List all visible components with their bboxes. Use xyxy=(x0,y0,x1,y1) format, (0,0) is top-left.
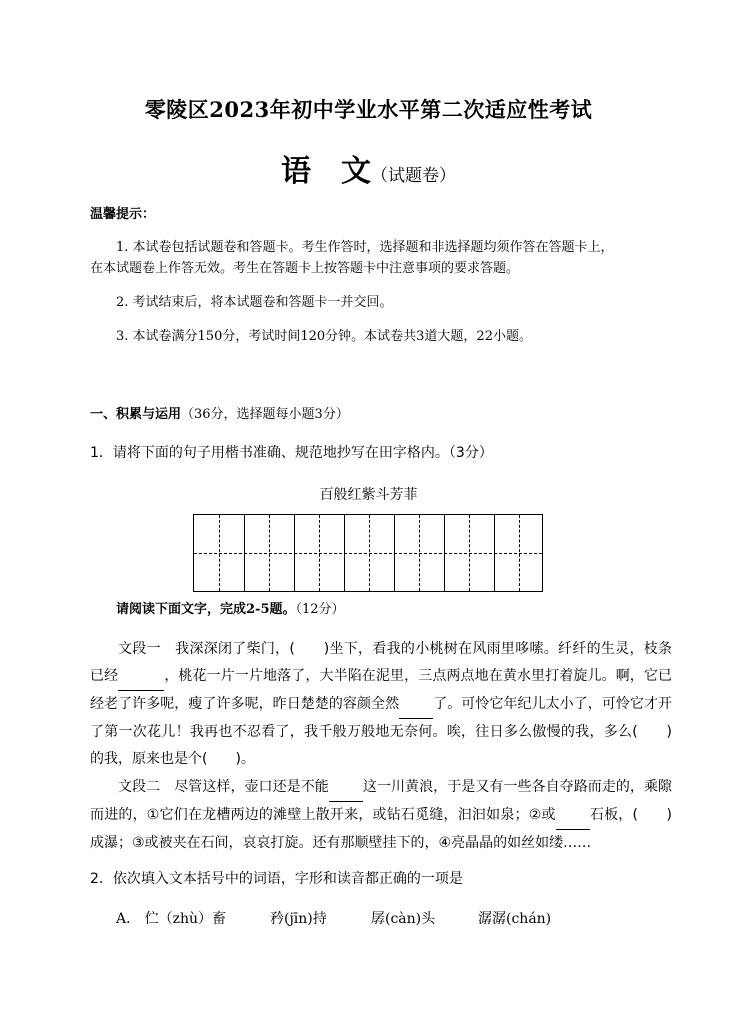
option-a-word-1: 伫（zhù）畜 xyxy=(144,911,226,927)
section-1-note: （36分，选择题每小题3分） xyxy=(181,407,349,422)
passage-1-part-a: 我深深闭了柴门，( )坐下，看我的小桃树在风雨里哆嗦。纤纤的生灵，枝条已经 xyxy=(90,641,673,684)
grid-guide-horizontal xyxy=(194,553,542,554)
passage-1-part-c: 了。可怜它年纪儿太小了，可怜它才开了第一次花儿！我再也不忍看了，我千般万般地无奈何。唉，往日多么傲慢的我，多么( )的我，原来也是个( )。 xyxy=(90,696,673,767)
tianzige-grid xyxy=(193,514,543,592)
fill-blank xyxy=(118,663,164,691)
question-2: 2．依次填入文本括号中的词语，字形和读音都正确的一项是 xyxy=(90,871,463,887)
option-a-word-4: 潺潺(chán) xyxy=(478,911,552,927)
tip-1-line-1: 1. 本试卷包括试题卷和答题卡。考生作答时，选择题和非选择题均须作答在答题卡上， xyxy=(116,240,614,255)
passage-1-label: 文段一 xyxy=(118,641,161,657)
fill-blank xyxy=(556,802,590,830)
passage-2-part-a: 尽管这样，壶口还是不能 xyxy=(174,779,329,795)
fill-blank xyxy=(329,774,363,802)
tip-3: 3. 本试卷满分150分，考试时间120分钟。本试卷共3道大题，22小题。 xyxy=(116,329,532,344)
option-a-label: A． xyxy=(116,911,141,927)
tips-heading: 温馨提示： xyxy=(90,207,156,222)
reading-intro xyxy=(116,597,345,623)
passage-2 xyxy=(90,774,672,857)
reading-intro-score: （12分） xyxy=(295,602,345,617)
subject-heading xyxy=(0,146,737,190)
tip-2: 2. 考试结束后，将本试题卷和答题卡一并交回。 xyxy=(116,295,393,310)
section-1-heading xyxy=(90,402,349,428)
question-1: 1．请将下面的句子用楷书准确、规范地抄写在田字格内。（3分） xyxy=(90,445,493,461)
passage-1 xyxy=(90,636,672,773)
subject-name: 语 文 xyxy=(281,154,371,189)
section-1-title: 一、积累与运用 xyxy=(90,407,182,422)
option-a xyxy=(116,908,676,928)
copy-sentence: 百般红紫斗芳菲 xyxy=(319,487,418,503)
option-a-word-3: 孱(càn)头 xyxy=(371,911,436,927)
passage-2-part-b: 这一川黄浪，于是又有一些各自夺路而走的，乘隙而进的，①它们在龙槽两边的滩壁上散开来，或钻石觅缝，汩汩如泉；②或 xyxy=(90,779,673,823)
subject-note: （试题卷） xyxy=(371,166,456,186)
exam-title: 零陵区2023年初中学业水平第二次适应性考试 xyxy=(144,97,593,122)
reading-intro-text: 请阅读下面文字，完成2-5题。 xyxy=(116,602,296,617)
passage-2-part-c: 石板，( )成瀑；③或被夹在石间，哀哀打旋。还有那顺壁挂下的，④亮晶晶的如丝如缕…… xyxy=(90,807,672,851)
tip-1-line-2: 在本试题卷上作答无效。考生在答题卡上按答题卡中注意事项的要求答题。 xyxy=(90,261,520,276)
passage-2-label: 文段二 xyxy=(118,779,161,795)
fill-blank xyxy=(399,691,433,719)
option-a-word-2: 矜(jīn)持 xyxy=(270,911,327,927)
passage-1-part-b: ，桃花一片一片地落了，大半陷在泥里，三点两点地在黄水里打着旋儿。啊，它已经老了许多呢，瘦了许多呢，昨日楚楚的容颜全然 xyxy=(90,668,673,712)
